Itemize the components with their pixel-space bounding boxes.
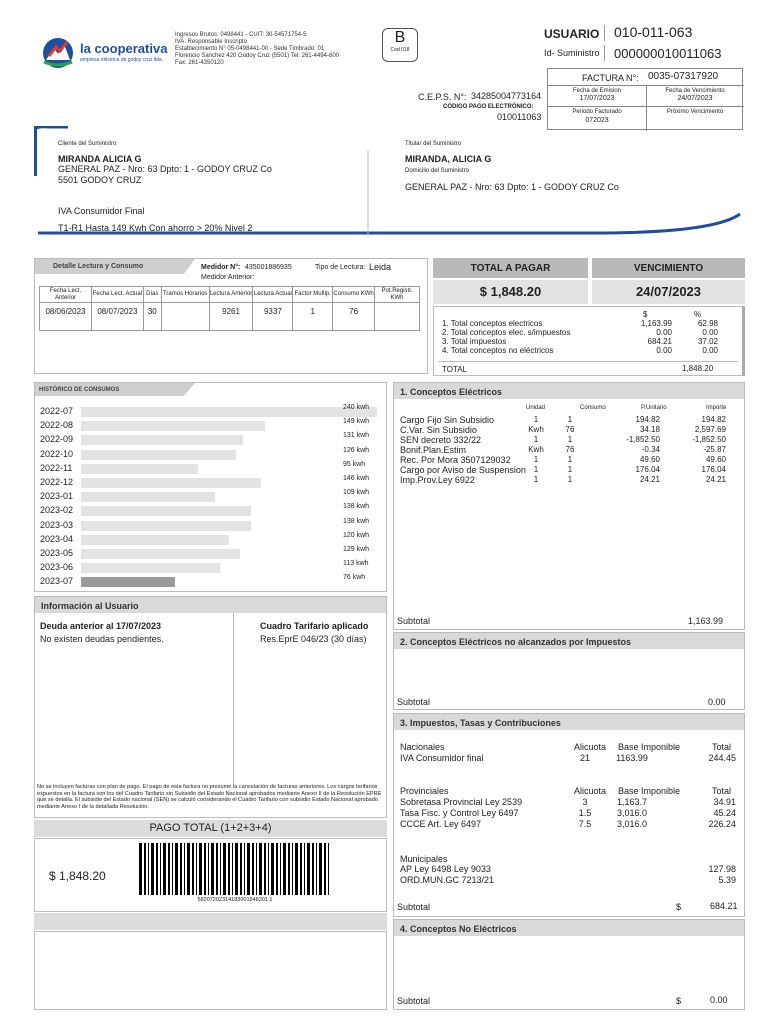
historico-bar (81, 492, 215, 502)
historico-value: 149 kwh (343, 418, 370, 426)
historico-value: 113 kwh (343, 560, 369, 568)
tax-row (400, 797, 740, 808)
concepto-row (400, 435, 740, 445)
historico-period: 2023-01 (40, 491, 74, 502)
nacionales-label: Nacionales (400, 742, 445, 752)
concepto-cell: 1 (533, 455, 539, 464)
concepto-cell: -0.34 (641, 445, 660, 454)
historico-period: 2022-09 (40, 434, 74, 445)
logo-icon (40, 36, 76, 70)
provinciales-rows (400, 797, 740, 830)
table-cell: 08/06/2023 (40, 303, 92, 331)
historico-title: HISTÓRICO DE CONSUMOS (39, 387, 120, 393)
concepto-row (400, 425, 740, 435)
concepto-cell: Kwh (528, 425, 544, 434)
col-money-header: $ (643, 310, 648, 319)
subtotal-value: 0.00 (710, 995, 728, 1005)
concepto-cell: 49.60 (639, 455, 660, 464)
concepto-cell: 24.21 (705, 475, 726, 484)
tax-name: AP Ley 6498 Ley 9033 (400, 864, 491, 874)
total-row-label: TOTAL (442, 365, 468, 374)
col-header: Unidad (526, 405, 546, 411)
historico-bar (81, 478, 261, 488)
conceptos-rows (400, 415, 740, 485)
medidor-label: Medidor N°: (201, 264, 241, 271)
tipo-lectura-value: Leida (369, 262, 392, 272)
divider (604, 45, 605, 61)
tax-row (400, 753, 740, 764)
table-cell: 08/07/2023 (91, 303, 143, 331)
historico-period: 2023-07 (40, 576, 74, 587)
cliente-iva: IVA Consumidor Final (58, 206, 145, 216)
concepto-cell: 1 (567, 465, 573, 474)
historico-row (35, 574, 388, 588)
tax-name: ORD.MUN.GC 7213/21 (400, 875, 495, 885)
historico-value: 138 kwh (343, 503, 370, 511)
fecha-emision-label: Fecha de Emision (572, 88, 622, 94)
table-cell: 9337 (253, 303, 293, 331)
lectura-title: Detalle Lectura y Consumo (53, 263, 144, 270)
line-amount: 0.00 (656, 346, 672, 355)
historico-period: 2023-04 (40, 533, 74, 544)
historico-row (35, 447, 388, 461)
historico-row (35, 546, 388, 560)
total-row-value: 1,848.20 (682, 364, 714, 373)
historico-bar (81, 506, 251, 516)
impuestos-panel (393, 713, 745, 917)
tax-alicuota: 21 (579, 753, 590, 763)
concepto-cell: -25.87 (703, 445, 726, 454)
line-amount: 1,163.99 (640, 319, 672, 328)
tax-cell: 226.24 (708, 819, 736, 829)
pago-total-title: PAGO TOTAL (1+2+3+4) (34, 820, 387, 837)
concepto-cell: 194.82 (701, 415, 726, 424)
historico-row (35, 503, 388, 517)
historico-row (35, 461, 388, 475)
vencimiento-label: VENCIMIENTO (592, 258, 745, 278)
tipo-lectura-label: Tipo de Lectura: (315, 264, 366, 271)
company-line: Fax: 261-4350120 (175, 59, 224, 66)
divider (604, 25, 605, 41)
concepto-row (400, 475, 740, 485)
medidor-anterior-label: Medidor Anterior: (201, 274, 255, 281)
total-a-pagar-label: TOTAL A PAGAR (433, 258, 588, 278)
municipales-label: Municipales (400, 854, 448, 864)
subtotal-label: Subtotal (397, 996, 431, 1006)
historico-panel (34, 382, 387, 592)
tax-cell: CCCE Art. Ley 6497 (400, 819, 482, 829)
line-pct: 0.00 (702, 328, 718, 337)
historico-value: 138 kwh (343, 517, 370, 525)
periodo-label: Periodo Facturado (572, 109, 622, 115)
historico-value: 109 kwh (343, 489, 370, 497)
vencimiento-value: 24/07/2023 (592, 280, 745, 304)
document-type-box (382, 28, 418, 62)
concepto-cell: Rec. Por Mora 3507129032 (400, 455, 511, 465)
company-line: Ingresos Brutos: 0498441 - CUIT: 30-54571754-5 (175, 32, 307, 38)
historico-bar (81, 407, 377, 417)
historico-bar (81, 563, 220, 573)
tax-cell: Tasa Fisc. y Control Ley 6497 (400, 808, 519, 818)
concepto-cell: 2,597.69 (694, 425, 726, 434)
line-label: 1. Total conceptos electricos (442, 319, 543, 328)
tax-row (400, 875, 740, 886)
concepto-cell: Kwh (528, 445, 544, 454)
titular-name: MIRANDA, ALICIA G (405, 154, 492, 164)
historico-period: 2023-03 (40, 519, 74, 530)
codigo-pago-value: 010011063 (497, 112, 542, 122)
historico-bar (81, 450, 236, 460)
currency: $ (676, 902, 682, 912)
concepto-cell: 1 (567, 415, 573, 424)
cuadro-title: Cuadro Tarifario aplicado (260, 621, 369, 631)
historico-value: 129 kwh (343, 545, 370, 553)
cliente-label: Cliente del Suministro (58, 141, 117, 147)
domicilio-label: Domicilio del Suministro (405, 168, 470, 174)
historico-value: 131 kwh (343, 432, 370, 440)
cliente-name: MIRANDA ALICIA G (58, 154, 142, 164)
tax-row (400, 864, 740, 875)
historico-chart (35, 404, 388, 588)
tax-cell: 3,016.0 (616, 819, 648, 829)
line-label: 4. Total conceptos no eléctricos (442, 346, 554, 355)
no-alcanzados-panel (393, 632, 745, 710)
historico-bar (81, 464, 198, 474)
tax-cell: 1.5 (578, 808, 592, 818)
ceps-label: C.E.P.S. N°: (418, 92, 467, 102)
line-amount: 684.21 (647, 337, 672, 346)
no-alcanzados-title: 2. Conceptos Eléctricos no alcanzados por Impuestos (394, 633, 744, 649)
barcode (139, 843, 331, 895)
concepto-row (400, 415, 740, 425)
col-header: Lectura Actual (253, 287, 293, 303)
cuadro-text: Res.EprE 046/23 (30 días) (260, 634, 367, 644)
tax-cell: Sobretasa Provincial Ley 2539 (400, 797, 523, 807)
subtotal-label: Subtotal (397, 616, 431, 626)
impuestos-title: 3. Impuestos, Tasas y Contribuciones (394, 714, 744, 730)
usuario-value: 010-011-063 (614, 24, 693, 40)
table-cell: 30 (143, 303, 161, 331)
concepto-row (400, 445, 740, 455)
tax-cell: 3 (582, 797, 588, 807)
concepto-row (400, 465, 740, 475)
blank-panel (34, 931, 387, 1010)
historico-value: 146 kwh (343, 474, 370, 482)
cliente-city: 5501 GODOY CRUZ (58, 175, 142, 185)
total-header: Total (712, 786, 732, 796)
lectura-table (39, 286, 420, 331)
historico-period: 2022-08 (40, 420, 74, 431)
historico-bar (81, 435, 243, 445)
company-line: Establecimiento N° 05-0498441-00 - Sede Timbrado: 01 (175, 45, 325, 52)
info-title: Información al Usuario (35, 597, 386, 613)
usuario-label: USUARIO (544, 27, 600, 41)
tax-name: IVA Consumidor final (400, 753, 484, 763)
no-electricos-panel (393, 919, 745, 1010)
historico-value: 120 kwh (343, 531, 370, 539)
company-info (175, 32, 375, 66)
tax-row (400, 819, 740, 830)
info-panel (34, 596, 387, 818)
pago-amount: $ 1,848.20 (49, 869, 106, 883)
logo-text: la cooperativa (80, 41, 168, 56)
suministro-value: 000000010011063 (614, 46, 722, 61)
table-cell (161, 303, 209, 331)
concepto-cell: Cargo Fijo Sin Subsidio (400, 415, 495, 425)
titular-label: Titular del Suministro (405, 141, 462, 147)
cliente-tarifa: T1-R1 Hasta 149 Kwh Con ahorro > 20% Nivel 2 (58, 223, 253, 233)
historico-value: 76 kwh (343, 574, 366, 582)
concepto-cell: 1 (533, 475, 539, 484)
currency: $ (676, 996, 682, 1006)
logo-subtitle: empresa eléctrica de godoy cruz ltda. (80, 57, 164, 63)
concepto-cell: 1 (533, 415, 539, 424)
concepto-row (400, 455, 740, 465)
fecha-emision-value: 17/07/2023 (579, 95, 615, 102)
municipales-rows (400, 864, 740, 886)
historico-period: 2022-10 (40, 448, 74, 459)
no-electricos-title: 4. Conceptos No Eléctricos (394, 920, 744, 936)
fecha-vencimiento-label: Fecha de Vencimiento (665, 88, 725, 94)
concepto-cell: 176.04 (635, 465, 660, 474)
historico-bar (81, 421, 265, 431)
titular-address: GENERAL PAZ - Nro: 63 Dpto: 1 - GODOY CRUZ Co (405, 182, 619, 192)
periodo-value: 072023 (585, 117, 609, 124)
tax-base: 1163.99 (616, 753, 648, 763)
historico-bar (81, 535, 229, 545)
base-header: Base Imponible (618, 742, 681, 752)
historico-period: 2022-11 (40, 462, 73, 473)
col-header: P.Unitario (641, 405, 667, 411)
historico-row (35, 489, 388, 503)
legal-text: No se incluyen facturas con plan de pago. El pago de esta factura no presume la cancelación de facturas anteriores. Los cargos tarifarios expuestos en la factura son los del Cuadro Tarifario sin Subsidio del Estado Nacional aprobados mediante Anexo II de la Resolución EPRE que se detalla. El subsidio del Estado nacional (SEN) se calculó considerando el Cuadro Tarifario con subsidio Estado Nacional aprobado mediante Anexo I de la detallada Resolución. (37, 784, 382, 811)
historico-period: 2022-12 (40, 476, 74, 487)
historico-period: 2023-05 (40, 547, 74, 558)
concepto-cell: Bonif.Plan.Estim (400, 445, 467, 455)
historico-row (35, 532, 388, 546)
col-header: Fecha Lect. Actual (91, 287, 143, 303)
historico-bar (81, 521, 251, 531)
col-header: Consumo KWh (333, 287, 375, 303)
historico-period: 2022-07 (40, 406, 74, 416)
historico-period: 2023-06 (40, 562, 74, 573)
col-header: Consumo (580, 405, 606, 411)
concepto-cell: -1,852.50 (692, 435, 726, 444)
historico-row (35, 432, 388, 446)
subtotal-label: Subtotal (397, 902, 431, 912)
alicuota-header: Alicuota (574, 742, 607, 752)
subtotal-value: 1,163.99 (688, 616, 724, 626)
table-cell: 9261 (209, 303, 253, 331)
base-header: Base Imponible (618, 786, 681, 796)
historico-bar (81, 549, 240, 559)
company-logo (40, 36, 168, 70)
concepto-cell: 1 (567, 435, 573, 444)
historico-period: 2023-02 (40, 505, 74, 516)
barcode-number: 58207202314183001848201 1 (197, 897, 273, 903)
company-line: Florencio Sanchez 420 Godoy Cruz (5501) Tel: 261-4494-600 (175, 52, 339, 59)
total-header: Total (712, 742, 732, 752)
tax-total: 244.45 (708, 753, 736, 763)
conceptos-panel (393, 382, 745, 630)
deuda-title: Deuda anterior al 17/07/2023 (40, 621, 162, 631)
historico-row (35, 404, 388, 418)
table-cell: 1 (293, 303, 333, 331)
lectura-panel (34, 258, 428, 374)
col-header: Lectura Anterior (209, 287, 253, 303)
conceptos-title: 1. Conceptos Eléctricos (394, 383, 744, 399)
line-amount: 0.00 (656, 328, 672, 337)
alicuota-header: Alicuota (574, 786, 607, 796)
col-header: Factor Multip. (293, 287, 333, 303)
provinciales-label: Provinciales (400, 786, 449, 796)
document-code: Cod 018 (390, 47, 410, 53)
tax-cell: 34.91 (713, 797, 736, 807)
tax-row (400, 808, 740, 819)
company-line: IVA: Responsable Inscripto (175, 38, 247, 45)
concepto-cell: 34.18 (639, 425, 660, 434)
concepto-cell: C.Var. Sin Subsidio (400, 425, 477, 435)
factura-box (547, 68, 743, 130)
table-cell: 76 (333, 303, 375, 331)
cliente-address: GENERAL PAZ - Nro: 63 Dpto: 1 - GODOY CRUZ Co (58, 164, 272, 174)
historico-row (35, 418, 388, 432)
suministro-label: Id- Suministro (544, 48, 600, 58)
concepto-cell: Imp.Prov.Ley 6922 (400, 475, 475, 485)
historico-row (35, 518, 388, 532)
codigo-pago-label: CÓDIGO PAGO ELECTRÓNICO: (443, 104, 534, 110)
line-label: 3. Total impuestos (442, 337, 507, 346)
historico-value: 240 kwh (343, 404, 370, 411)
subtotal-label: Subtotal (397, 697, 431, 707)
concepto-cell: -1,852.50 (626, 435, 660, 444)
subtotal-value: 0.00 (708, 697, 726, 707)
tax-cell: 1,163.7 (616, 797, 648, 807)
historico-row (35, 560, 388, 574)
concepto-cell: 176.04 (701, 465, 726, 474)
col-header: Importe (706, 405, 727, 411)
medidor-value: 435001886935 (245, 264, 292, 271)
tax-total: 127.98 (708, 864, 736, 874)
tax-cell: 3,016.0 (616, 808, 648, 818)
totales-summary (433, 306, 745, 376)
line-label: 2. Total conceptos elec. s/impuestos (442, 328, 571, 337)
concepto-cell: SEN decreto 332/22 (400, 435, 482, 445)
table-cell (375, 303, 420, 331)
proximo-vencimiento-label: Próximo Vencimiento (666, 109, 724, 115)
col-pct-header: % (694, 310, 702, 319)
line-pct: 0.00 (702, 346, 718, 355)
fecha-vencimiento-value: 24/07/2023 (677, 95, 713, 102)
tax-cell: 45.24 (713, 808, 736, 818)
factura-number: 0035-07317920 (648, 71, 719, 82)
concepto-cell: 1 (533, 465, 539, 474)
line-pct: 37.02 (697, 337, 718, 346)
col-header: Fecha Lect. Anterior (40, 287, 92, 303)
pago-panel (34, 838, 387, 912)
concepto-cell: 1 (567, 475, 573, 484)
concepto-cell: 49.60 (705, 455, 726, 464)
totales-lines (442, 319, 732, 355)
deuda-text: No existen deudas pendientes. (40, 634, 164, 644)
concepto-cell: 1 (533, 435, 539, 444)
col-header: Tramos Horarios (161, 287, 209, 303)
tax-cell: 7.5 (578, 819, 592, 829)
concepto-cell: 1 (567, 455, 573, 464)
col-header: Pot.Registr. KWh (375, 287, 420, 303)
factura-label: FACTURA N°: (582, 73, 639, 83)
ceps-value: 34285004773164 (471, 91, 542, 101)
line-pct: 62.98 (697, 319, 718, 328)
total-a-pagar-value: $ 1,848.20 (433, 280, 588, 304)
concepto-cell: 24.21 (639, 475, 660, 484)
concepto-cell: 194.82 (635, 415, 660, 424)
historico-bar (81, 577, 175, 587)
col-header: Días (143, 287, 161, 303)
historico-value: 126 kwh (343, 446, 370, 454)
historico-row (35, 475, 388, 489)
pago-footer-band (34, 913, 387, 930)
historico-value: 95 kwh (343, 460, 366, 468)
subtotal-value: 684.21 (710, 901, 738, 911)
concepto-cell: 76 (565, 445, 575, 454)
concepto-cell: Cargo por Aviso de Suspension (400, 465, 526, 475)
tax-total: 5.39 (718, 875, 736, 885)
document-letter: B (394, 29, 406, 46)
concepto-cell: 76 (565, 425, 575, 434)
